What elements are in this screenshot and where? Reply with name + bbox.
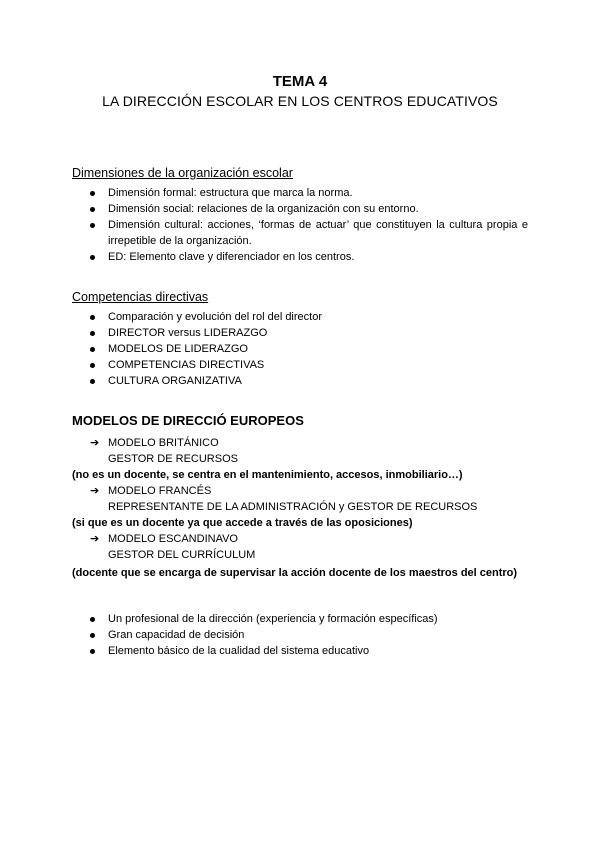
list-item: Un profesional de la dirección (experiencia y formación específicas): [72, 611, 528, 627]
bullet-icon: [90, 315, 95, 320]
dimensiones-list: [72, 185, 528, 265]
list-item: Dimensión social: relaciones de la organización con su entorno.: [72, 201, 528, 217]
list-item: COMPETENCIAS DIRECTIVAS: [72, 357, 528, 373]
arrow-icon: ➔: [90, 437, 100, 449]
modelo-britanico-note: (no es un docente, se centra en el mantenimiento, accesos, inmobiliario…): [72, 469, 463, 481]
list-item: CULTURA ORGANIZATIVA: [72, 373, 528, 389]
bullet-icon: [90, 363, 95, 368]
modelo-escandinavo-role: GESTOR DEL CURRÍCULUM: [108, 549, 256, 561]
list-item: Dimensión cultural: acciones, ‘formas de actuar’ que constituyen la cultura propia e irrepetible de la organización.: [72, 217, 528, 249]
bullet-icon: [90, 331, 95, 336]
title-block: [0, 73, 600, 111]
list-item: Comparación y evolución del rol del director: [72, 309, 528, 325]
bullet-icon: [90, 633, 95, 638]
list-item: Gran capacidad de decisión: [72, 627, 528, 643]
bullet-icon: [90, 255, 95, 260]
bullet-icon: [90, 347, 95, 352]
modelo-britanico-role: GESTOR DE RECURSOS: [108, 453, 238, 465]
page-title: TEMA 4: [272, 73, 328, 90]
competencias-list: [72, 309, 528, 389]
arrow-icon: ➔: [90, 533, 100, 545]
modelo-frances-role: REPRESENTANTE DE LA ADMINISTRACIÓN y GESTOR DE RECURSOS: [108, 501, 478, 513]
dimensiones-heading: Dimensiones de la organización escolar: [72, 166, 293, 180]
bullet-icon: [90, 191, 95, 196]
bullet-icon: [90, 223, 95, 228]
list-item: DIRECTOR versus LIDERAZGO: [72, 325, 528, 341]
modelo-escandinavo-note: (docente que se encarga de supervisar la acción docente de los maestros del centro): [72, 567, 518, 579]
arrow-icon: ➔: [90, 485, 100, 497]
modelo-frances: ➔ MODELO FRANCÉS: [90, 485, 212, 497]
modelos-heading: MODELOS DE DIRECCIÓ EUROPEOS: [72, 413, 304, 428]
bullet-icon: [90, 379, 95, 384]
modelos-list: [72, 611, 528, 659]
page-subtitle: LA DIRECCIÓN ESCOLAR EN LOS CENTROS EDUCATIVOS: [102, 93, 498, 109]
competencias-heading: Competencias directivas: [72, 290, 209, 304]
list-item: Elemento básico de la cualidad del sistema educativo: [72, 643, 528, 659]
bullet-icon: [90, 207, 95, 212]
modelo-britanico: ➔ MODELO BRITÁNICO: [90, 437, 219, 449]
list-item: MODELOS DE LIDERAZGO: [72, 341, 528, 357]
modelo-frances-note: (si que es un docente ya que accede a través de las oposiciones): [72, 517, 413, 529]
list-item: ED: Elemento clave y diferenciador en los centros.: [72, 249, 528, 265]
modelo-escandinavo: ➔ MODELO ESCANDINAVO: [90, 533, 238, 545]
bullet-icon: [90, 617, 95, 622]
bullet-icon: [90, 649, 95, 654]
list-item: Dimensión formal: estructura que marca la norma.: [72, 185, 528, 201]
